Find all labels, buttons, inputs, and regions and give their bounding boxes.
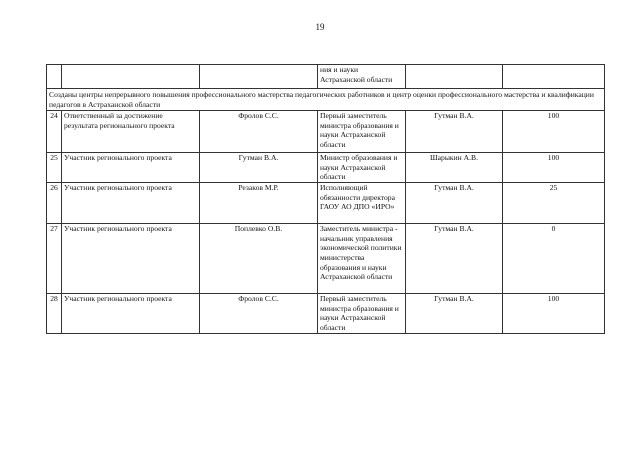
table-cell: [47, 65, 62, 89]
role-cell: Ответственный за достижение результата регионального проекта: [62, 111, 200, 153]
table-cell: [200, 65, 318, 89]
continuation-row: [47, 65, 605, 89]
row-number: 28: [47, 294, 62, 334]
row-number: 26: [47, 183, 62, 224]
row-number: 25: [47, 153, 62, 183]
position-cell: Заместитель министра - начальник управления экономической политики министерства образования и науки Астраханской области: [318, 224, 406, 294]
role-cell: Участник регионального проекта: [62, 224, 200, 294]
participants-table: [46, 64, 605, 334]
table-row: [47, 294, 605, 334]
head-cell: Гутман В.А.: [406, 111, 503, 153]
name-cell: Поплевко О.В.: [200, 224, 318, 294]
name-cell: Резаков М.Р.: [200, 183, 318, 224]
name-cell: Фролов С.С.: [200, 294, 318, 334]
role-cell: Участник регионального проекта: [62, 294, 200, 334]
position-cell: Министр образования и науки Астраханской области: [318, 153, 406, 183]
name-cell: Фролов С.С.: [200, 111, 318, 153]
role-cell: Участник регионального проекта: [62, 153, 200, 183]
position-cell: Первый заместитель министра образования и науки Астраханской области: [318, 111, 406, 153]
value-cell: 0: [503, 224, 605, 294]
table-row: [47, 183, 605, 224]
table-cell: [503, 65, 605, 89]
page-number: 19: [315, 22, 325, 32]
role-cell: Участник регионального проекта: [62, 183, 200, 224]
value-cell: 100: [503, 294, 605, 334]
value-cell: 100: [503, 111, 605, 153]
table-cell: [62, 65, 200, 89]
table-row: [47, 224, 605, 294]
position-cell: Первый заместитель министра образования и науки Астраханской области: [318, 294, 406, 334]
table-row: [47, 111, 605, 153]
section-heading-row: [47, 89, 605, 111]
value-cell: 100: [503, 153, 605, 183]
section-heading: Созданы центры непрерывного повышения профессионального мастерства педагогических работников и центр оценки профессионального мастерства и квалификации педагогов в Астраханской области: [47, 89, 605, 111]
row-number: 24: [47, 111, 62, 153]
table-row: [47, 153, 605, 183]
row-number: 27: [47, 224, 62, 294]
position-cell: ния и науки Астраханской области: [318, 65, 406, 89]
name-cell: Гутман В.А.: [200, 153, 318, 183]
head-cell: Гутман В.А.: [406, 183, 503, 224]
head-cell: Гутман В.А.: [406, 294, 503, 334]
head-cell: Шарыкин А.В.: [406, 153, 503, 183]
value-cell: 25: [503, 183, 605, 224]
head-cell: Гутман В.А.: [406, 224, 503, 294]
table-cell: [406, 65, 503, 89]
position-cell: Исполняющий обязанности директора ГАОУ АО ДПО «ИРО»: [318, 183, 406, 224]
